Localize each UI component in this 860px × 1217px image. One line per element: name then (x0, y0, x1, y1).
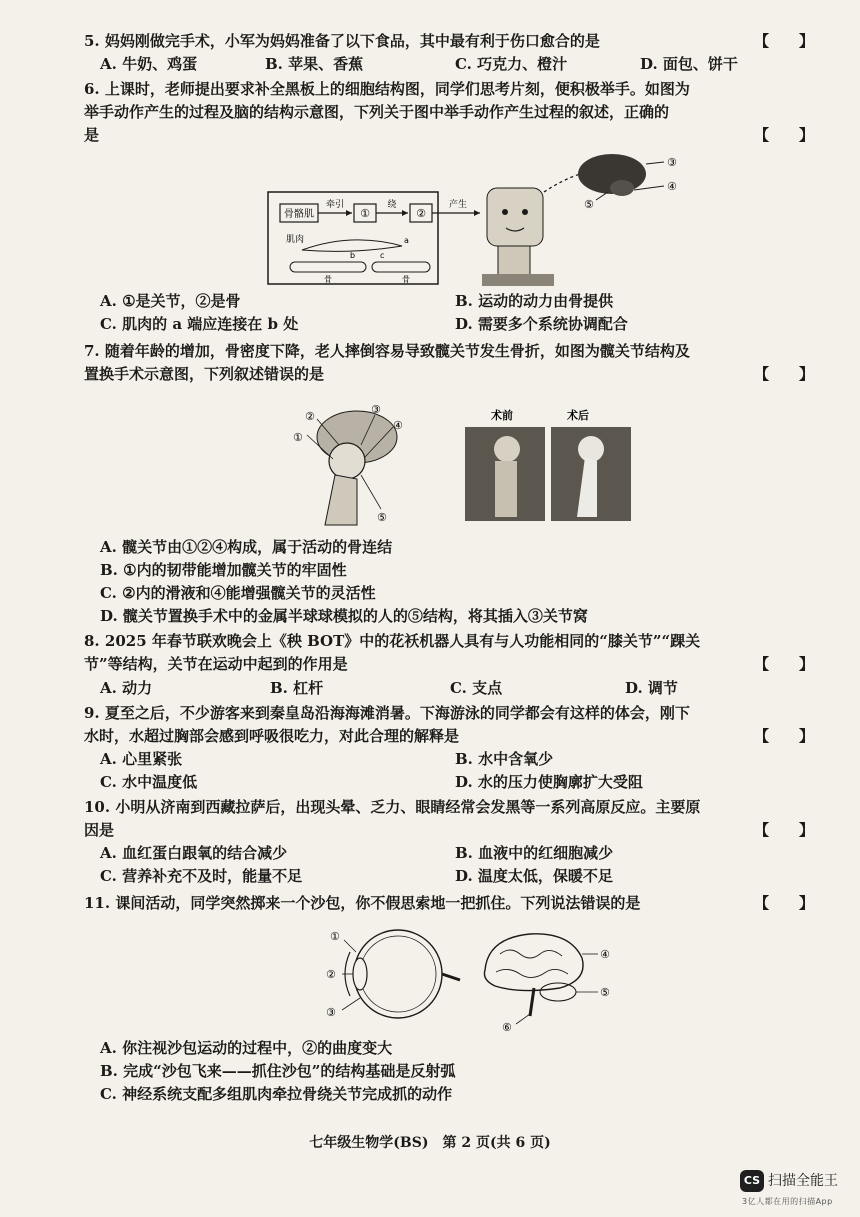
brainstem-shape (530, 988, 534, 1016)
student-body-shape (498, 246, 530, 276)
hip-label-3: ③ (371, 405, 381, 416)
question-6-stem-line: 6. 上课时，老师提出要求补全黑板上的细胞结构图，同学们思考片刻，便积极举手。如图为 (84, 80, 690, 98)
hip-label-2: ② (305, 410, 315, 423)
femoral-head-shape (329, 443, 365, 479)
option-b: B. ①内的韧带能增加髋关节的牢固性 (100, 561, 347, 579)
bone-label: 骨 (324, 275, 332, 284)
after-surgery-label: 术后 (567, 409, 589, 422)
option-d: D. 需要多个系统协调配合 (455, 315, 628, 333)
option-b: B. 完成“沙包飞来——抓住沙包”的结构基础是反射弧 (100, 1062, 456, 1080)
question-7 (84, 340, 814, 386)
hip-label-1: ① (293, 431, 303, 444)
question-6-stem-line: 是 (84, 126, 100, 144)
question-10-stem-line: 因是 (84, 821, 115, 839)
question-5 (84, 30, 814, 53)
option-d: D. 水的压力使胸廓扩大受阻 (455, 773, 643, 791)
option-a: A. 髋关节由①②④构成，属于活动的骨连结 (100, 538, 393, 556)
question-5-stem: 5. 妈妈刚做完手术，小军为妈妈准备了以下食品，其中最有利于伤口愈合的是 (84, 32, 600, 50)
answer-bracket: 【 】 (753, 32, 814, 50)
optic-nerve-shape (442, 974, 460, 980)
desk-shape (482, 274, 554, 286)
scanner-app-tagline: 3亿人都在用的扫描App (742, 1197, 833, 1206)
answer-bracket: 【 】 (753, 655, 814, 673)
option-a: A. ①是关节，②是骨 (100, 292, 241, 310)
question-9 (84, 702, 814, 748)
label-b: b (350, 251, 356, 260)
answer-bracket: 【 】 (753, 365, 814, 383)
option-a: A. 牛奶、鸡蛋 (100, 55, 198, 73)
brain-label-5: ⑤ (584, 198, 594, 211)
question-9-stem-line: 水时，水超过胸部会感到呼吸很吃力，对此合理的解释是 (84, 727, 460, 745)
question-10-stem-line: 10. 小明从济南到西藏拉萨后，出现头晕、乏力、眼睛经常会发黑等一系列高原反应。主要原 (84, 798, 701, 816)
question-11-stem: 11. 课间活动，同学突然掷来一个沙包，你不假思索地一把抓住。下列说法错误的是 (84, 894, 641, 912)
option-d: D. 调节 (625, 679, 678, 697)
produce-arrow-label: 产生 (448, 200, 468, 210)
label-c: c (380, 251, 385, 260)
option-c: C. 神经系统支配多组肌肉牵拉骨绕关节完成抓的动作 (100, 1085, 453, 1103)
label-a: a (404, 236, 409, 245)
eye-label-1: ① (330, 930, 340, 943)
option-b: B. 水中含氧少 (455, 750, 554, 768)
option-a: A. 心里紧张 (100, 750, 183, 768)
brain-label-4: ④ (667, 180, 677, 193)
bone-label: 骨 (402, 275, 410, 284)
scanner-app-logo-icon: CS (740, 1170, 764, 1192)
question-7-stem-line: 7. 随着年龄的增加，骨密度下降，老人摔倒容易导致髋关节发生骨折，如图为髋关节结构及 (84, 342, 690, 360)
brain-label-3: ③ (667, 156, 677, 169)
brain-label-5: ⑤ (600, 986, 610, 999)
skeletal-muscle-label: 骨骼肌 (284, 209, 314, 220)
brain-cerebellum-shape (610, 180, 634, 196)
option-a: A. 血红蛋白跟氧的结合减少 (100, 844, 288, 862)
hip-joint-figure (285, 405, 645, 530)
option-d: D. 温度太低，保暖不足 (455, 867, 613, 885)
lens-shape (353, 958, 367, 990)
option-b: B. 苹果、香蕉 (265, 55, 364, 73)
answer-bracket: 【 】 (753, 727, 814, 745)
question-10 (84, 796, 814, 842)
option-b: B. 杠杆 (270, 679, 324, 697)
option-c: C. ②内的滑液和④能增强髋关节的灵活性 (100, 584, 376, 602)
answer-bracket: 【 】 (753, 126, 814, 144)
page-footer: 七年级生物学(BS) 第 2 页(共 6 页) (309, 1135, 551, 1151)
option-c: C. 肌肉的 a 端应连接在 b 处 (100, 315, 299, 333)
question-8 (84, 630, 814, 676)
structure-1-label: ① (360, 207, 370, 220)
muscle-shape (302, 240, 402, 251)
scanner-app-name: 扫描全能王 (768, 1173, 838, 1189)
eye-label-2: ② (326, 968, 336, 981)
eye-label-3: ③ (326, 1006, 336, 1019)
question-6 (84, 78, 814, 147)
option-a: A. 动力 (100, 679, 153, 697)
before-surgery-label: 术前 (491, 409, 513, 422)
option-c: C. 水中温度低 (100, 773, 198, 791)
brain-cerebellum-shape (540, 983, 576, 1001)
option-c: C. 巧克力、橙汁 (455, 55, 568, 73)
student-head-shape (487, 188, 543, 246)
muscle-label: 肌肉 (286, 235, 305, 245)
question-7-stem-line: 置换手术示意图，下列叙述错误的是 (84, 365, 325, 383)
hip-label-5: ⑤ (377, 511, 387, 524)
thought-dots (544, 174, 580, 192)
bone-left-shape (290, 262, 366, 272)
femur-shape (325, 475, 357, 525)
raise-hand-figure (262, 150, 682, 290)
question-8-stem-line: 8. 2025 年春节联欢晚会上《秧 BOT》中的花袄机器人具有与人功能相同的“膝关节”“踝关 (84, 632, 701, 650)
structure-2-label: ② (416, 207, 426, 220)
option-a: A. 你注视沙包运动的过程中，②的曲度变大 (100, 1039, 393, 1057)
question-9-stem-line: 9. 夏至之后，不少游客来到秦皇岛沿海海滩消暑。下海游泳的同学都会有这样的体会，刚下 (84, 704, 690, 722)
brain-label-4: ④ (600, 948, 610, 961)
around-arrow-label: 绕 (387, 200, 397, 210)
pull-arrow-label: 牵引 (325, 200, 345, 210)
brain-cerebrum-shape (484, 934, 583, 991)
hip-label-4: ④ (393, 419, 403, 432)
option-d: D. 面包、饼干 (640, 55, 738, 73)
bone-right-shape (372, 262, 430, 272)
option-b: B. 血液中的红细胞减少 (455, 844, 614, 862)
question-8-stem-line: 节”等结构，关节在运动中起到的作用是 (84, 655, 348, 673)
question-11 (84, 892, 814, 915)
eye-brain-figure (320, 918, 620, 1033)
option-d: D. 髋关节置换手术中的金属半球球模拟的人的⑤结构，将其插入③关节窝 (100, 607, 588, 625)
answer-bracket: 【 】 (753, 821, 814, 839)
question-6-stem-line: 举手动作产生的过程及脑的结构示意图，下列关于图中举手动作产生过程的叙述，正确的 (84, 103, 670, 121)
option-c: C. 支点 (450, 679, 503, 697)
answer-bracket: 【 】 (753, 894, 814, 912)
option-c: C. 营养补充不及时，能量不足 (100, 867, 303, 885)
option-b: B. 运动的动力由骨提供 (455, 292, 614, 310)
brain-label-6: ⑥ (502, 1021, 512, 1033)
